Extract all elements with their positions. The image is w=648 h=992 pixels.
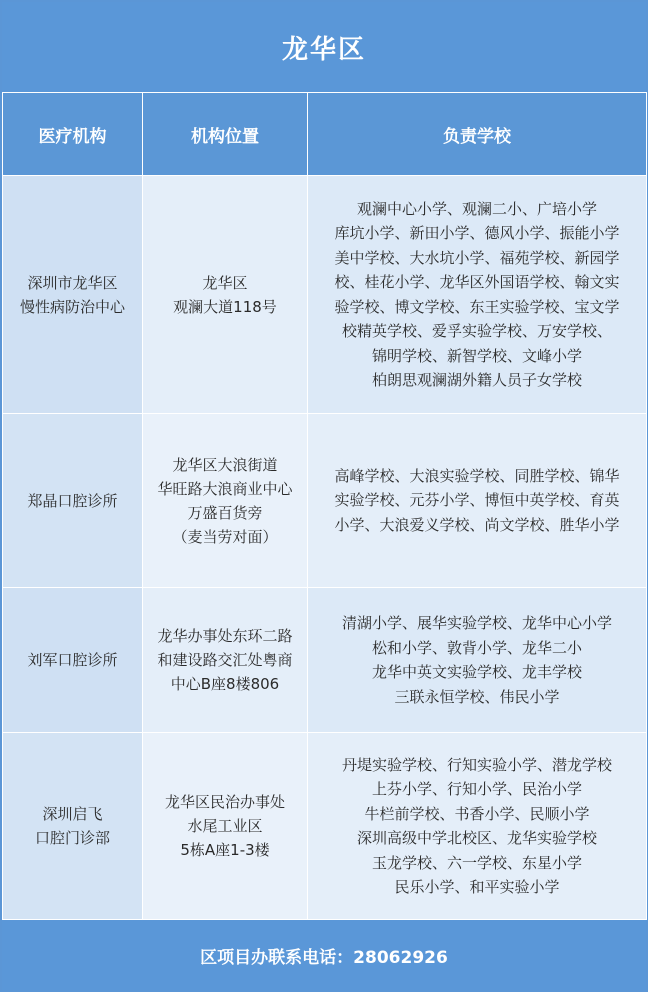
contact-footer: 区项目办联系电话：28062926 xyxy=(2,920,646,990)
institution-cell xyxy=(3,414,143,588)
schools-line: 清湖小学、展华实验学校、龙华中心小学 xyxy=(341,614,612,632)
location-cell xyxy=(143,176,308,414)
location-line: 龙华区大浪街道 xyxy=(172,455,278,474)
location-line: 中心B座8楼806 xyxy=(170,675,280,693)
location-cell xyxy=(143,414,308,588)
institution-cell xyxy=(3,733,143,920)
institution-line: 深圳启飞 xyxy=(42,805,103,823)
schools-line: 库坑小学、新田小学、德风小学、振能小学 xyxy=(334,224,620,242)
schools-line: 民乐小学、和平实验小学 xyxy=(394,878,560,896)
schools-line: 验学校、博文学校、东王实验学校、宝文学 xyxy=(334,297,620,316)
schools-cell xyxy=(308,176,647,414)
schools-line: 校、桂花小学、龙华区外国语学校、翰文实 xyxy=(334,273,620,291)
schools-line: 校精英学校、爱孚实验学校、万安学校、 xyxy=(341,322,612,340)
schools-line: 松和小学、敦背小学、龙华二小 xyxy=(371,638,582,657)
institution-line: 郑晶口腔诊所 xyxy=(27,491,118,510)
schools-line: 小学、大浪爱义学校、尚文学校、胜华小学 xyxy=(334,515,620,534)
schools-line: 丹堤实验学校、行知实验小学、潜龙学校 xyxy=(341,755,612,774)
schools-cell xyxy=(308,733,647,920)
institution-line: 慢性病防治中心 xyxy=(19,297,125,316)
clinic-table xyxy=(2,92,647,920)
schools-line: 美中学校、大水坑小学、福苑学校、新园学 xyxy=(334,248,620,267)
institution-line: 深圳市龙华区 xyxy=(27,273,118,292)
page-title: 龙华区 xyxy=(2,2,646,92)
location-line: （麦当劳对面） xyxy=(172,527,278,546)
location-line: 龙华区 xyxy=(202,273,248,292)
table-row xyxy=(3,588,647,733)
location-line: 华旺路大浪商业中心 xyxy=(157,479,293,498)
institution-cell xyxy=(3,176,143,414)
header-institution: 医疗机构 xyxy=(3,93,143,176)
schools-line: 实验学校、元芬小学、博恒中英学校、育英 xyxy=(334,491,620,510)
location-cell xyxy=(143,733,308,920)
institution-line: 口腔门诊部 xyxy=(34,829,110,847)
table-header-row xyxy=(3,93,647,176)
table-row xyxy=(3,176,647,414)
location-line: 龙华办事处东环二路 xyxy=(157,627,293,645)
schools-line: 牛栏前学校、书香小学、民顺小学 xyxy=(364,804,590,823)
location-line: 水尾工业区 xyxy=(187,817,263,835)
location-line: 观澜大道118号 xyxy=(173,297,277,316)
location-cell xyxy=(143,588,308,733)
location-line: 龙华区民治办事处 xyxy=(164,793,285,811)
schools-cell xyxy=(308,588,647,733)
location-line: 万盛百货旁 xyxy=(187,503,263,522)
schools-line: 深圳高级中学北校区、龙华实验学校 xyxy=(356,829,597,847)
table-row xyxy=(3,414,647,588)
institution-line: 刘军口腔诊所 xyxy=(27,651,118,669)
schools-line: 玉龙学校、六一学校、东星小学 xyxy=(371,853,582,872)
location-line: 5栋A座1-3楼 xyxy=(180,841,270,859)
schools-line: 高峰学校、大浪实验学校、同胜学校、锦华 xyxy=(334,466,620,485)
header-location: 机构位置 xyxy=(143,93,308,176)
schools-cell xyxy=(308,414,647,588)
table-row xyxy=(3,733,647,920)
schools-line: 龙华中英文实验学校、龙丰学校 xyxy=(371,663,582,681)
institution-cell xyxy=(3,588,143,733)
location-line: 和建设路交汇处粤商 xyxy=(157,651,293,669)
schools-line: 锦明学校、新智学校、文峰小学 xyxy=(371,346,582,365)
schools-line: 三联永恒学校、伟民小学 xyxy=(394,687,560,706)
header-schools: 负责学校 xyxy=(308,93,647,176)
schools-line: 观澜中心小学、观澜二小、广培小学 xyxy=(356,199,597,218)
schools-line: 柏朗思观澜湖外籍人员子女学校 xyxy=(371,371,582,389)
schools-line: 上芬小学、行知小学、民治小学 xyxy=(371,780,582,798)
